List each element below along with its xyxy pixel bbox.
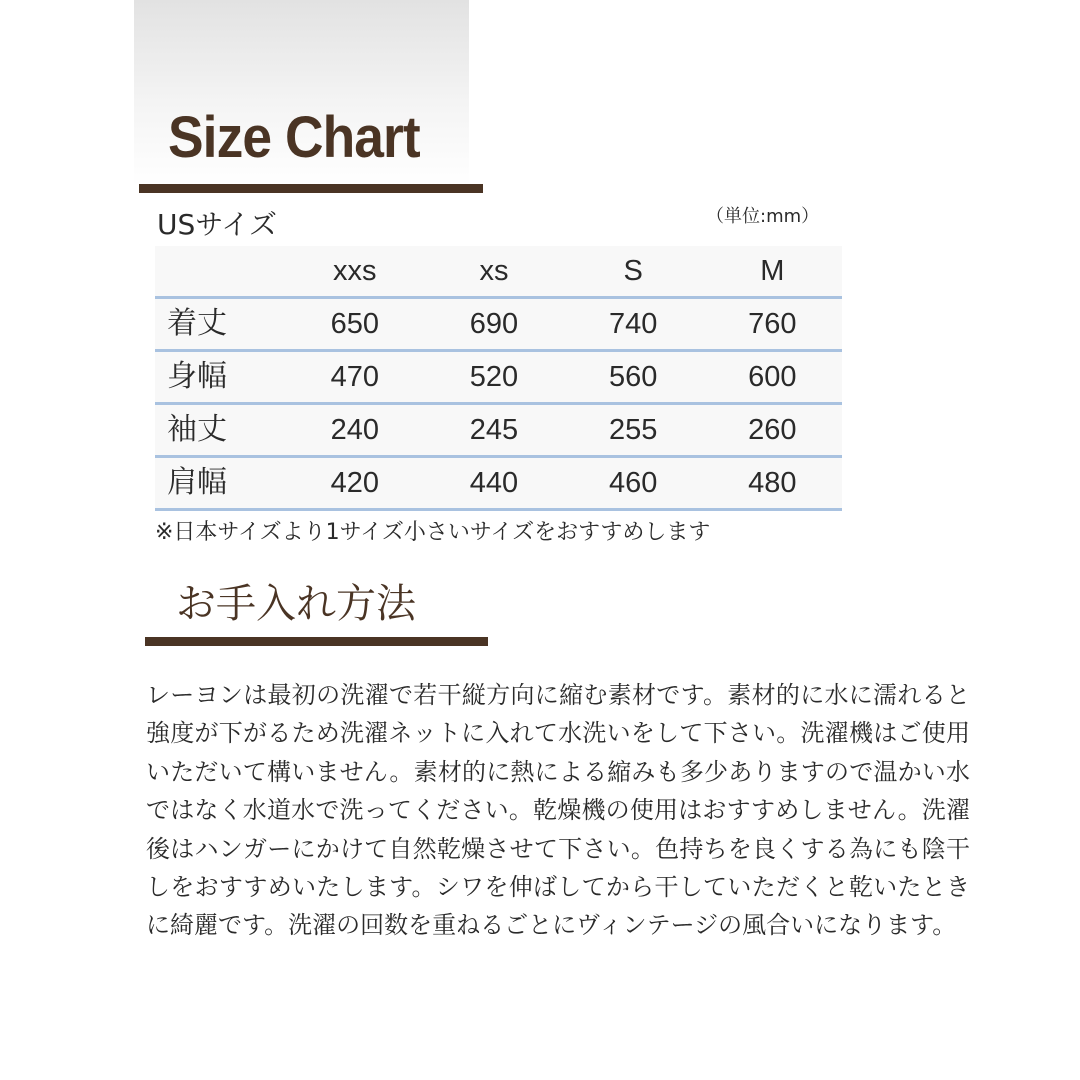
measurement-value: 740	[564, 298, 703, 351]
measurement-label: 身幅	[155, 351, 285, 404]
page-title: Size Chart	[168, 105, 420, 170]
measurement-value: 470	[285, 351, 424, 404]
table-row	[155, 298, 842, 351]
care-instructions-heading: お手入れ方法	[176, 581, 416, 627]
measurement-value: 760	[703, 298, 842, 351]
measurement-value: 260	[703, 404, 842, 457]
measurement-label: 着丈	[155, 298, 285, 351]
title-underline	[139, 184, 483, 193]
size-column-header: xxs	[285, 246, 424, 298]
table-row	[155, 351, 842, 404]
measurement-value: 560	[564, 351, 703, 404]
table-row	[155, 457, 842, 510]
measurement-value: 600	[703, 351, 842, 404]
measurement-value: 245	[424, 404, 563, 457]
size-system-label: USサイズ	[157, 208, 278, 241]
measurement-value: 460	[564, 457, 703, 510]
unit-note: （単位:mm）	[706, 206, 820, 227]
measurement-label: 肩幅	[155, 457, 285, 510]
care-instructions-text: レーヨンは最初の洗濯で若干縦方向に縮む素材です。素材的に水に濡れると強度が下がるため洗濯ネットに入れて水洗いをして下さい。洗濯機はご使用いただいて構いません。素材的に熱による縮みも多少ありますので温かい水ではなく水道水で洗ってください。乾燥機の使用はおすすめしません。洗濯後はハンガーにかけて自然乾燥させて下さい。色持ちを良くする為にも陰干しをおすすめいたします。シワを伸ばしてから干していただくと乾いたときに綺麗です。洗濯の回数を重ねるごとにヴィンテージの風合いになります。	[146, 681, 970, 940]
size-column-header: M	[703, 246, 842, 298]
measurement-value: 480	[703, 457, 842, 510]
care-heading-underline	[145, 637, 488, 646]
size-table	[155, 246, 842, 511]
size-recommendation-note: ※日本サイズより1サイズ小さいサイズをおすすめします	[155, 520, 711, 545]
measurement-label: 袖丈	[155, 404, 285, 457]
measurement-value: 690	[424, 298, 563, 351]
measurement-value: 520	[424, 351, 563, 404]
size-column-header: S	[564, 246, 703, 298]
measurement-value: 650	[285, 298, 424, 351]
table-row	[155, 404, 842, 457]
size-column-header: xs	[424, 246, 563, 298]
measurement-value: 255	[564, 404, 703, 457]
measurement-value: 440	[424, 457, 563, 510]
measurement-value: 240	[285, 404, 424, 457]
size-table-header-row	[155, 246, 842, 298]
size-table-corner	[155, 246, 285, 298]
measurement-value: 420	[285, 457, 424, 510]
